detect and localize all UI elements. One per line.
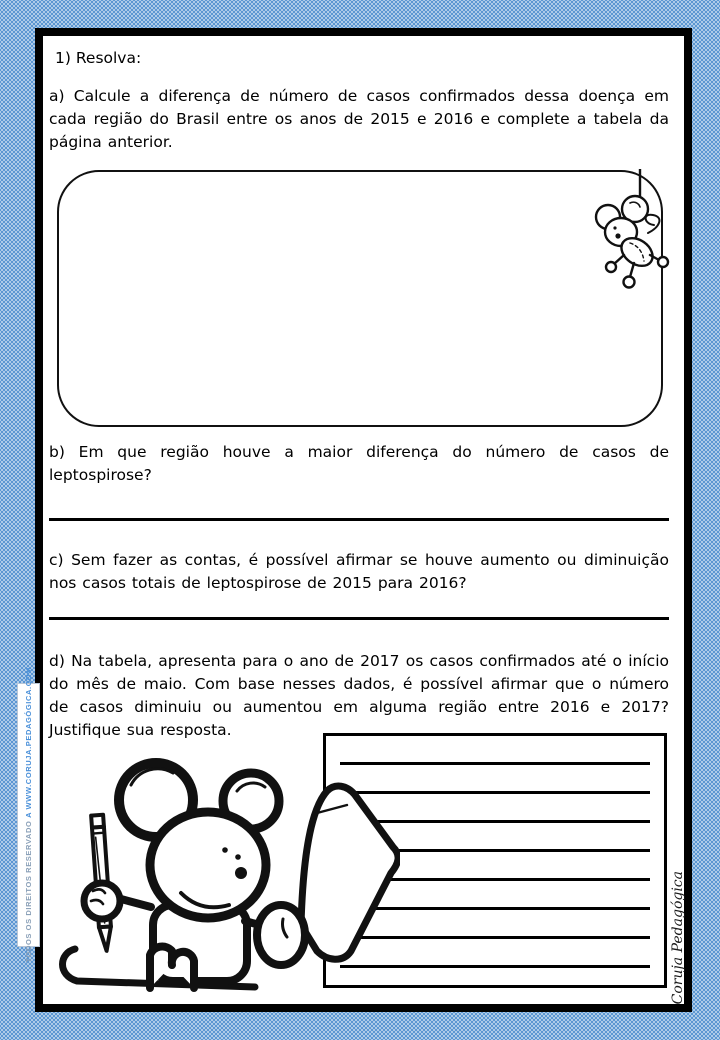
mouse-arm-left [121, 899, 151, 907]
question-a: a) Calcule a diferença de número de casos confirmados dessa doença em cada região do Brasil entre os anos de 2015 e 2016 e complete a tabela da página anterior. [49, 87, 669, 151]
mouse-nose [615, 233, 620, 238]
mouse-leg [630, 263, 634, 277]
mouse-paw [658, 257, 668, 267]
brand-name: Coruja Pedagógica [670, 871, 686, 1005]
answer-line-b [49, 518, 669, 521]
mouse-paw [606, 262, 616, 272]
page-title: 1) Resolva: [55, 49, 142, 67]
paper-sheet-icon [301, 786, 398, 959]
answer-box-a [57, 170, 663, 427]
mouse-foot [624, 277, 635, 288]
copyright-url: A WWW.CORUJA.PEDAGÓGICA.COM [24, 667, 33, 819]
question-b: b) Em que região houve a maior diferença do número de casos de leptospirose? [49, 443, 669, 484]
copyright-rights: TODOS OS DIREITOS RESERVADO [24, 818, 33, 963]
question-c: c) Sem fazer as contas, é possível afirmar se houve aumento ou diminuição nos casos totais de leptospirose de 2015 para 2016? [49, 551, 669, 592]
mouse-paw-right [257, 905, 305, 965]
hanging-mouse-icon [578, 169, 678, 299]
mouse-nose [235, 867, 247, 879]
mouse-head [150, 812, 266, 918]
answer-line-c [49, 617, 669, 620]
brand-watermark [665, 858, 691, 1018]
copyright-strip [17, 667, 40, 963]
mouse-tail [646, 215, 660, 233]
worksheet-page [35, 28, 692, 1012]
question-d: d) Na tabela, apresenta para o ano de 2017 os casos confirmados até o início do mês de maio. Com base nesses dados, é possível afirmar que o número de casos diminuiu ou aumentou em alguma região entre 2016 e 2017? Justifique sua resposta. [49, 652, 669, 739]
copyright-text [24, 667, 33, 963]
mouse-eye [613, 226, 616, 229]
mouse-eye [222, 847, 228, 853]
mouse-eye [235, 854, 241, 860]
mouse-arm-left [614, 255, 624, 264]
writing-mouse-icon [55, 755, 400, 999]
